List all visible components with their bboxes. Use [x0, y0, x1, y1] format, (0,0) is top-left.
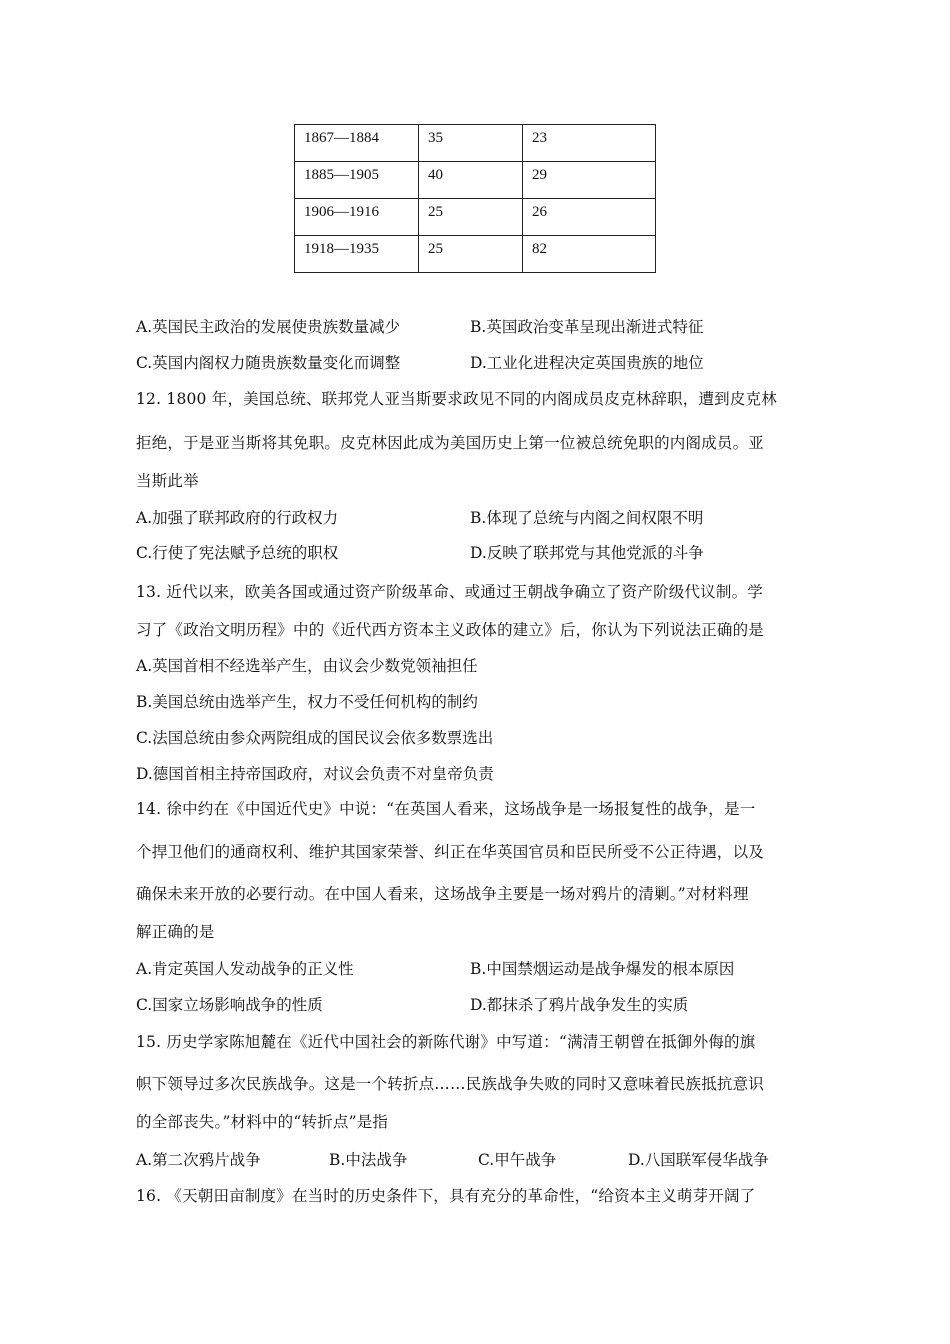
q12-option-a[interactable]: A.加强了联邦政府的行政权力 [136, 509, 339, 527]
table-row [295, 199, 656, 236]
q15-option-a[interactable]: A.第二次鸦片战争 [136, 1151, 261, 1169]
table-row [295, 236, 656, 273]
q16-stem-line-1: 16. 《天朝田亩制度》在当时的历史条件下，具有充分的革命性，“给资本主义萌芽开阔了 [136, 1187, 756, 1205]
q12-option-b[interactable]: B.体现了总统与内阁之间权限不明 [470, 509, 704, 527]
q15-stem-line-2: 帜下领导过多次民族战争。这是一个转折点……民族战争失败的同时又意味着民族抵抗意识 [136, 1075, 765, 1093]
q12-stem-line-1: 12. 1800 年，美国总统、联邦党人亚当斯要求政见不同的内阁成员皮克林辞职，遭到皮克林 [136, 390, 777, 408]
data-table [294, 124, 656, 273]
q15-option-b[interactable]: B.中法战争 [329, 1151, 408, 1169]
q15-option-c[interactable]: C.甲午战争 [478, 1151, 557, 1169]
table-cell: 25 [419, 199, 523, 236]
q13-option-d[interactable]: D.德国首相主持帝国政府，对议会负责不对皇帝负责 [136, 765, 494, 783]
table-cell: 1867—1884 [295, 125, 419, 162]
q11-option-b[interactable]: B.英国政治变革呈现出渐进式特征 [470, 318, 704, 336]
q11-option-d[interactable]: D.工业化进程决定英国贵族的地位 [470, 354, 704, 372]
table-cell: 35 [419, 125, 523, 162]
table-cell: 25 [419, 236, 523, 273]
q12-option-d[interactable]: D.反映了联邦党与其他党派的斗争 [470, 544, 704, 562]
q13-option-b[interactable]: B.美国总统由选举产生，权力不受任何机构的制约 [136, 693, 478, 711]
q12-stem-line-3: 当斯此举 [136, 472, 199, 490]
q14-stem-line-2: 个捍卫他们的通商权利、维护其国家荣誉、纠正在华英国官员和臣民所受不公正待遇，以及 [136, 843, 765, 861]
table-cell: 82 [523, 236, 656, 273]
q13-option-a[interactable]: A.英国首相不经选举产生，由议会少数党领袖担任 [136, 657, 478, 675]
q14-option-a[interactable]: A.肯定英国人发动战争的正义性 [136, 960, 354, 978]
q13-stem-line-2: 习了《政治文明历程》中的《近代西方资本主义政体的建立》后，你认为下列说法正确的是 [136, 621, 765, 639]
table-cell: 40 [419, 162, 523, 199]
q13-stem-line-1: 13. 近代以来，欧美各国或通过资产阶级革命、或通过王朝战争确立了资产阶级代议制。学 [136, 583, 763, 601]
q15-stem-line-3: 的全部丧失。”材料中的“转折点”是指 [136, 1113, 389, 1131]
q14-stem-line-3: 确保未来开放的必要行动。在中国人看来，这场战争主要是一场对鸦片的清剿。”对材料理 [136, 885, 749, 903]
table-row [295, 125, 656, 162]
table-cell: 1885—1905 [295, 162, 419, 199]
q14-option-b[interactable]: B.中国禁烟运动是战争爆发的根本原因 [470, 960, 735, 978]
q11-option-a[interactable]: A.英国民主政治的发展使贵族数量减少 [136, 318, 401, 336]
q14-option-c[interactable]: C.国家立场影响战争的性质 [136, 996, 323, 1014]
q13-option-c[interactable]: C.法国总统由参众两院组成的国民议会依多数票选出 [136, 729, 494, 747]
q15-stem-line-1: 15. 历史学家陈旭麓在《近代中国社会的新陈代谢》中写道：“满清王朝曾在抵御外侮的旗 [136, 1033, 756, 1051]
q12-stem-line-2: 拒绝，于是亚当斯将其免职。皮克林因此成为美国历史上第一位被总统免职的内阁成员。亚 [136, 434, 765, 452]
q11-option-c[interactable]: C.英国内阁权力随贵族数量变化而调整 [136, 354, 401, 372]
q15-option-d[interactable]: D.八国联军侵华战争 [628, 1151, 769, 1169]
table-row [295, 162, 656, 199]
table-cell: 1918—1935 [295, 236, 419, 273]
q12-option-c[interactable]: C.行使了宪法赋予总统的职权 [136, 544, 339, 562]
table-cell: 1906—1916 [295, 199, 419, 236]
table-cell: 26 [523, 199, 656, 236]
q14-stem-line-4: 解正确的是 [136, 923, 215, 941]
table-cell: 29 [523, 162, 656, 199]
q14-stem-line-1: 14. 徐中约在《中国近代史》中说：“在英国人看来，这场战争是一场报复性的战争，是一 [136, 800, 756, 818]
q14-option-d[interactable]: D.都抹杀了鸦片战争发生的实质 [470, 996, 689, 1014]
table-cell: 23 [523, 125, 656, 162]
